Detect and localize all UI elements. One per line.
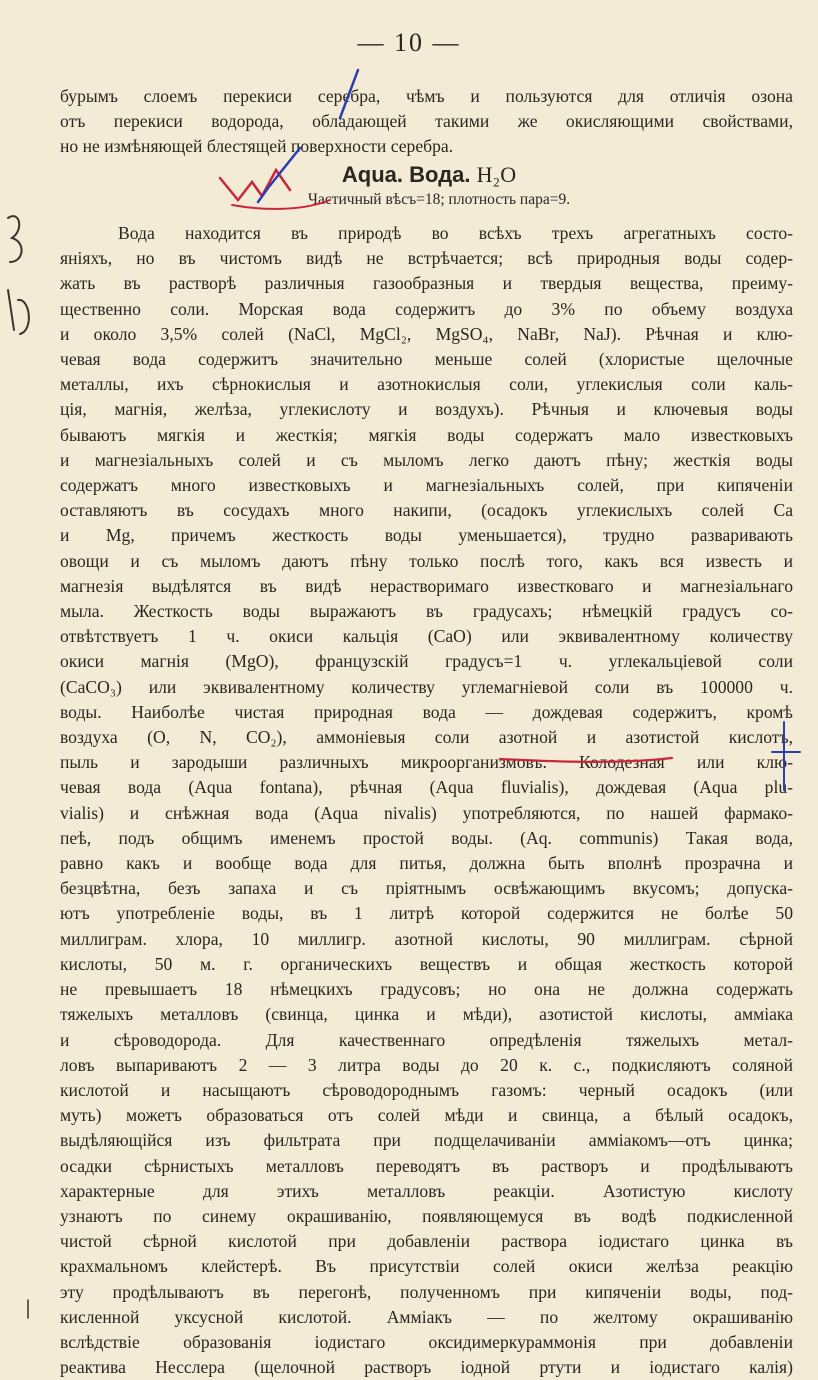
text-line: металлы, ихъ сѣрнокислыя и азотнокислыя соли, углекислыя соли каль- [60,374,793,395]
text-line: пыль и зародыши различныхъ микроорганизмовъ. Колодезная или клю- [60,752,793,773]
text-line: выдѣляющійся изъ фильтрата при подщелачиваніи аммiакомъ—отъ цинка; [60,1130,793,1151]
text-line: и Mg, причемъ жесткость воды уменьшается), трудно разваривають [60,525,793,546]
text-line: тяжелыхъ металловъ (свинца, цинка и мѣди), азотистой кислоты, аммiака [60,1004,793,1025]
text-line: воздуха (O, N, CO₂), аммоніевыя соли азотной и азотистой кислотъ, [60,727,793,748]
text-line: пеѣ, подъ общимъ именемъ простой воды. (Aq. communis) Такая вода, [60,827,793,848]
text-line: (CaCO₃) или эквивалентному количеству углемагніевой соли въ 100000 ч. [60,676,793,697]
body-paragraph [60,221,793,1380]
text-line: и сѣроводорода. Для качественнаго опредѣленія тяжелыхъ метал- [60,1029,793,1050]
text-line: и около 3,5% солей (NaCl, MgCl₂, MgSO₄, NaBr, NaJ). Рѣчная и клю- [60,323,793,344]
text-line: крахмальномъ клейстерѣ. Въ присутствіи солей окиси желѣза реакцію [60,1256,793,1277]
text-line: мыла. Жесткость воды выражаютъ въ градусахъ; нѣмецкій градусъ со- [60,601,793,622]
text-line: характерные для этихъ металловъ реакціи. Азотистую кислоту [60,1180,793,1201]
text-line: узнаютъ по синему окрашиванію, появляющемуся въ водѣ подкисленной [60,1205,793,1226]
text-line: чевая вода (Aqua fontana), рѣчная (Aqua fluvialis), дождевая (Aqua plu- [60,777,793,798]
text-line: осадки сѣрнистыхъ металловъ переводятъ въ растворъ и продѣлываютъ [60,1155,793,1176]
text-line: ютъ употребленіе воды, въ 1 литрѣ которой содержится не болѣе 50 [60,903,793,924]
text-line: чистой сѣрной кислотой при добавленіи раствора іодистаго цинка въ [60,1231,793,1252]
section-heading [0,160,818,190]
text-line: овощи и съ мыломъ даютъ пѣну только послѣ того, какъ вся известь и [60,550,793,571]
text-line: жать въ растворѣ различныя газообразныя и твердыя вещества, преиму- [60,273,793,294]
text-line: бурымъ слоемъ перекиси серебра, чѣмъ и пользуются для отличія озона [60,86,793,106]
text-line: ловъ выпариваютъ 2 — 3 литра воды до 20 к. с., подкисляютъ соляной [60,1054,793,1075]
molecular-weight-line: Частичный вѣсъ=18; плотность пара=9. [307,191,571,208]
text-line: оставляютъ въ сосудахъ много накипи, (осадокъ углекислыхъ солей Са [60,500,793,521]
text-line: равно какъ и вообще вода для питья, должна быть вполнѣ прозрачна и [60,853,793,874]
text-line: воды. Наиболѣе чистая природная вода — дождевая содержитъ, кромѣ [60,701,793,722]
text-line: ція, магнія, желѣза, углекислоту и воздухъ). Рѣчныя и ключевыя воды [60,399,793,420]
text-line: кислотой и насыщаютъ сѣроводороднымъ газомъ: черный осадокъ (или [60,1079,793,1100]
text-line: Вода находится въ природѣ во всѣхъ трехъ агрегатныхъ состо- [118,223,793,243]
text-line: вслѣдствіе образованія іодистаго оксидимеркураммонія при добавленіи [60,1331,793,1352]
page-number: — 10 — [357,28,461,57]
text-line: магнезія выдѣлятся въ видѣ нерастворимаго известковаго и магнезіальнаго [60,575,793,596]
text-line: муть) можетъ образоваться отъ солей мѣди и свинца, а бѣлый осадокъ, [60,1105,793,1126]
text-line: отъ перекиси водорода, обладающей такими же окисляющими свойствами, [60,111,793,132]
text-line: содержатъ много известковыхъ и магнезіальныхъ солей, при кипяченіи [60,475,793,496]
text-line: безцвѣтна, безъ запаха и съ пріятнымъ освѣжающимъ вкусомъ; допуска- [60,878,793,899]
text-line: не превышаетъ 18 нѣмецкихъ градусовъ; но она не должна содержать [60,979,793,1000]
text-line: окиси магнія (MgO), французскій градусъ=1 ч. углекальціевой соли [60,651,793,672]
text-line: миллиграм. хлора, 10 миллигр. азотной кислоты, 90 миллиграм. сѣрной [60,928,793,949]
text-line: кислоты, 50 м. г. органическихъ веществъ и общая жесткость которой [60,953,793,974]
text-line: отвѣтствуетъ 1 ч. окиси кальція (CaO) или эквивалентному количеству [60,626,793,647]
text-line: и магнезіальныхъ солей и съ мыломъ легко даютъ пѣну; жесткія воды [60,449,793,470]
text-line: vialis) и снѣжная вода (Aqua nivalis) употребляются, по нашей фармако- [60,802,793,823]
text-line: реактива Несслера (щелочной растворъ іодной ртути и іодистаго калія) [60,1357,793,1378]
text-line: чевая вода содержитъ значительно меньше солей (хлористые щелочные [60,349,793,370]
text-line: но не измѣняющей блестящей поверхности серебра. [60,136,454,157]
heading-russian: Вода. [409,162,471,187]
intro-paragraph [60,84,793,160]
text-line: кисленной уксусной кислотой. Аммiакъ — по желтому окрашиванію [60,1306,793,1327]
text-line: бываютъ мягкія и жесткія; мягкія воды содержатъ мало известковыхъ [60,424,793,445]
heading-formula: H₂O [476,162,517,187]
text-line: яніяхъ, но въ чистомъ видѣ не встрѣчается; всѣ природныя воды содер- [60,248,793,269]
text-line: щественно соли. Морская вода содержитъ до 3% по объему воздуха [60,298,793,319]
heading-latin: Aqua. [341,162,404,187]
text-line: эту продѣлываютъ въ перегонѣ, полученномъ при кипяченіи воды, под- [60,1281,793,1302]
